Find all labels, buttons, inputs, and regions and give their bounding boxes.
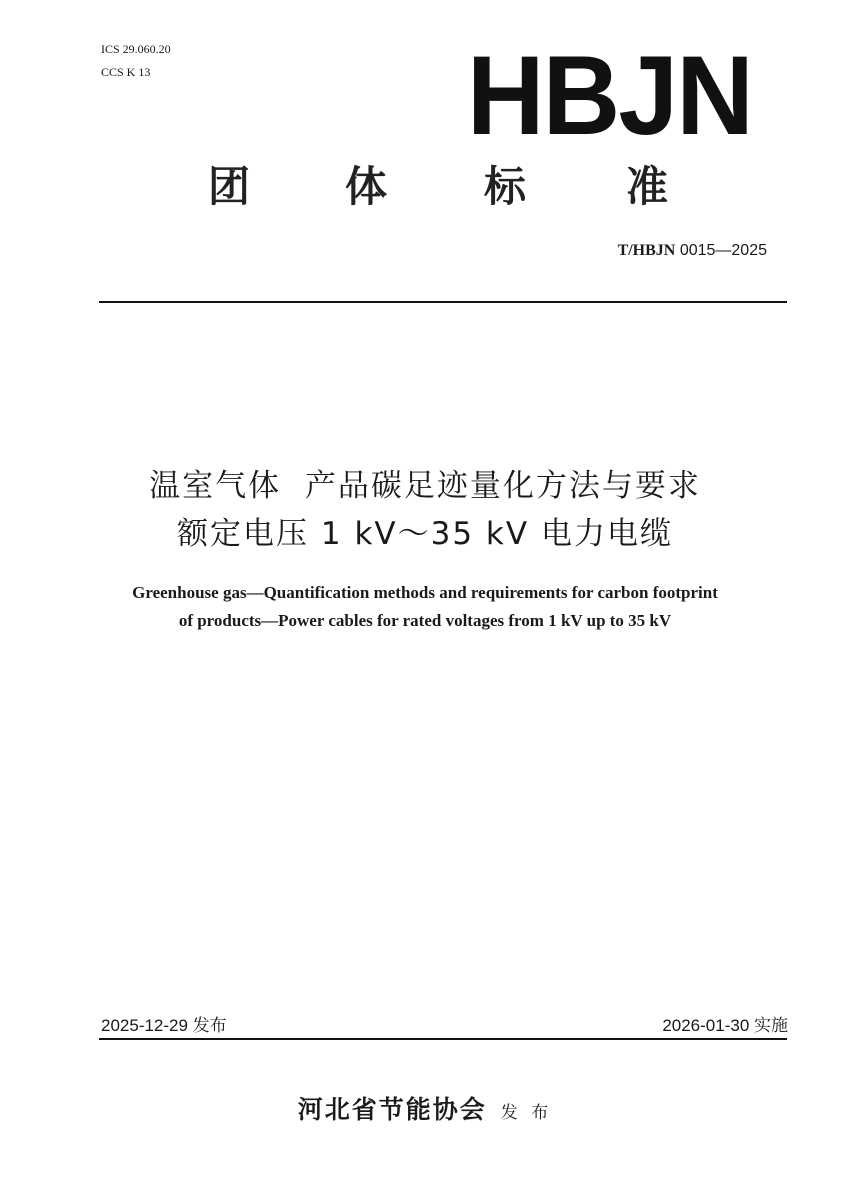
ccs-code: CCS K 13 (101, 65, 151, 79)
standard-type-char-4: 准 (626, 162, 669, 211)
standard-type-char-2: 体 (345, 162, 388, 211)
title-en-line-1: Greenhouse gas—Quantification methods and requirements for carbon footprint (132, 583, 718, 602)
implement-date: 2026-01-30 实施 (662, 1016, 788, 1035)
publish-date: 2025-12-29 发布 (101, 1016, 227, 1035)
publisher-name: 河北省节能协会 (297, 1095, 487, 1124)
standard-type-char-1: 团 (208, 162, 251, 211)
publish-action: 发 布 (500, 1103, 553, 1123)
publisher-line (0, 1090, 850, 1126)
standard-number-prefix: T/HBJN (617, 242, 676, 259)
standard-number-value: 0015—2025 (679, 242, 767, 259)
hbjn-logo: HBJN (466, 33, 752, 158)
ics-code: ICS 29.060.20 (101, 42, 171, 56)
standard-number (618, 241, 767, 261)
standard-type-char-3: 标 (484, 162, 527, 211)
top-divider (99, 301, 787, 303)
title-zh-line-1: 温室气体 产品碳足迹量化方法与要求 (149, 468, 701, 504)
title-zh-line-2: 额定电压 1 kV～35 kV 电力电缆 (177, 516, 673, 552)
title-en-line-2: of products—Power cables for rated voltages from 1 kV up to 35 kV (178, 611, 672, 630)
bottom-divider (99, 1038, 787, 1040)
